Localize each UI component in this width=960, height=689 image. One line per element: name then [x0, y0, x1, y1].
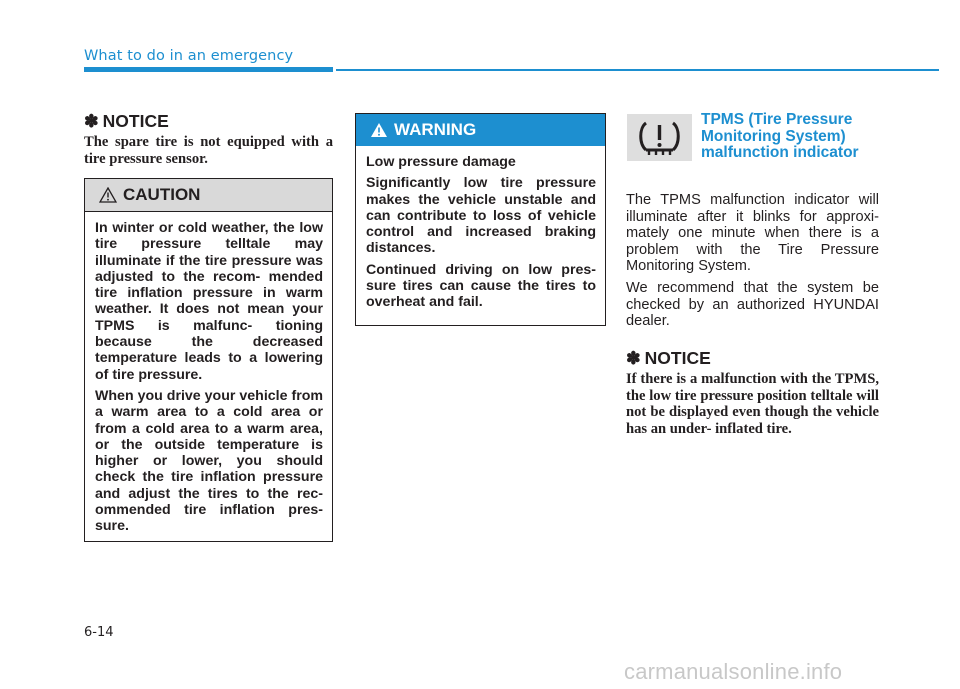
- watermark: carmanualsonline.info: [624, 659, 843, 684]
- warning-header: [356, 114, 605, 146]
- notice-left-heading: [84, 111, 169, 132]
- caution-body: [85, 212, 332, 535]
- caution-paragraph: In winter or cold weather, the low tire pressure telltale may illuminate if the tire pressure was adjusted to the recom- mended tire inflation pressure in warm weather. It does not mean your TPMS is malfunc- tioning because the decreased temperature leads to a lowering of tire pressure.: [95, 220, 323, 383]
- page-number: 6-14: [84, 625, 114, 640]
- notice-right-heading: [626, 348, 711, 369]
- caution-box: [84, 178, 333, 542]
- tpms-paragraph: The TPMS malfunction indicator will illuminate after it blinks for approxi- mately one minute when there is a problem with the Tire Pressure Monitoring System.: [626, 192, 879, 275]
- tpms-paragraph: We recommend that the system be checked by an authorized HYUNDAI dealer.: [626, 279, 879, 330]
- section-title: What to do in an emergency: [84, 48, 294, 64]
- caution-paragraph: When you drive your vehicle from a warm area to a cold area or from a cold area to a warm area, or the outside temperature is higher or lower, you should check the tire inflation pressure and adjust the tires to the rec- ommended tire inflation pres- sure.: [95, 387, 323, 535]
- tpms-icon-box: [627, 114, 692, 161]
- warning-body: [356, 146, 605, 311]
- warning-label: WARNING: [394, 120, 477, 139]
- tpms-title: TPMS (Tire Pressure Monitoring System) malfunction indicator: [701, 111, 859, 161]
- notice-left-title: NOTICE: [102, 111, 169, 131]
- warning-triangle-icon: [370, 122, 388, 138]
- warning-paragraph: Low pressure damage: [366, 154, 516, 170]
- section-bar-thin: [336, 69, 939, 71]
- notice-right-text: If there is a malfunction with the TPMS, the low tire pressure position telltale will not be displayed even though the vehicle has an under- inflated tire.: [626, 371, 879, 437]
- section-bar-thick: [84, 67, 333, 72]
- warning-paragraph: Continued driving on low pres- sure tires can cause the tires to overheat and fail.: [366, 261, 596, 311]
- caution-triangle-icon: [99, 187, 117, 203]
- notice-star-icon: ✽: [84, 111, 99, 131]
- tpms-warning-icon: [627, 114, 692, 161]
- notice-star-icon: ✽: [626, 348, 641, 368]
- caution-header: [85, 179, 332, 212]
- caution-label: CAUTION: [123, 185, 201, 204]
- warning-box: [355, 113, 606, 326]
- notice-left-text: The spare tire is not equipped with a tire pressure sensor.: [84, 134, 333, 167]
- warning-paragraph: Significantly low tire pressure makes the vehicle unstable and can contribute to loss of vehicle control and increased braking distances.: [366, 175, 596, 257]
- tpms-body: [626, 192, 879, 335]
- notice-right-title: NOTICE: [644, 348, 711, 368]
